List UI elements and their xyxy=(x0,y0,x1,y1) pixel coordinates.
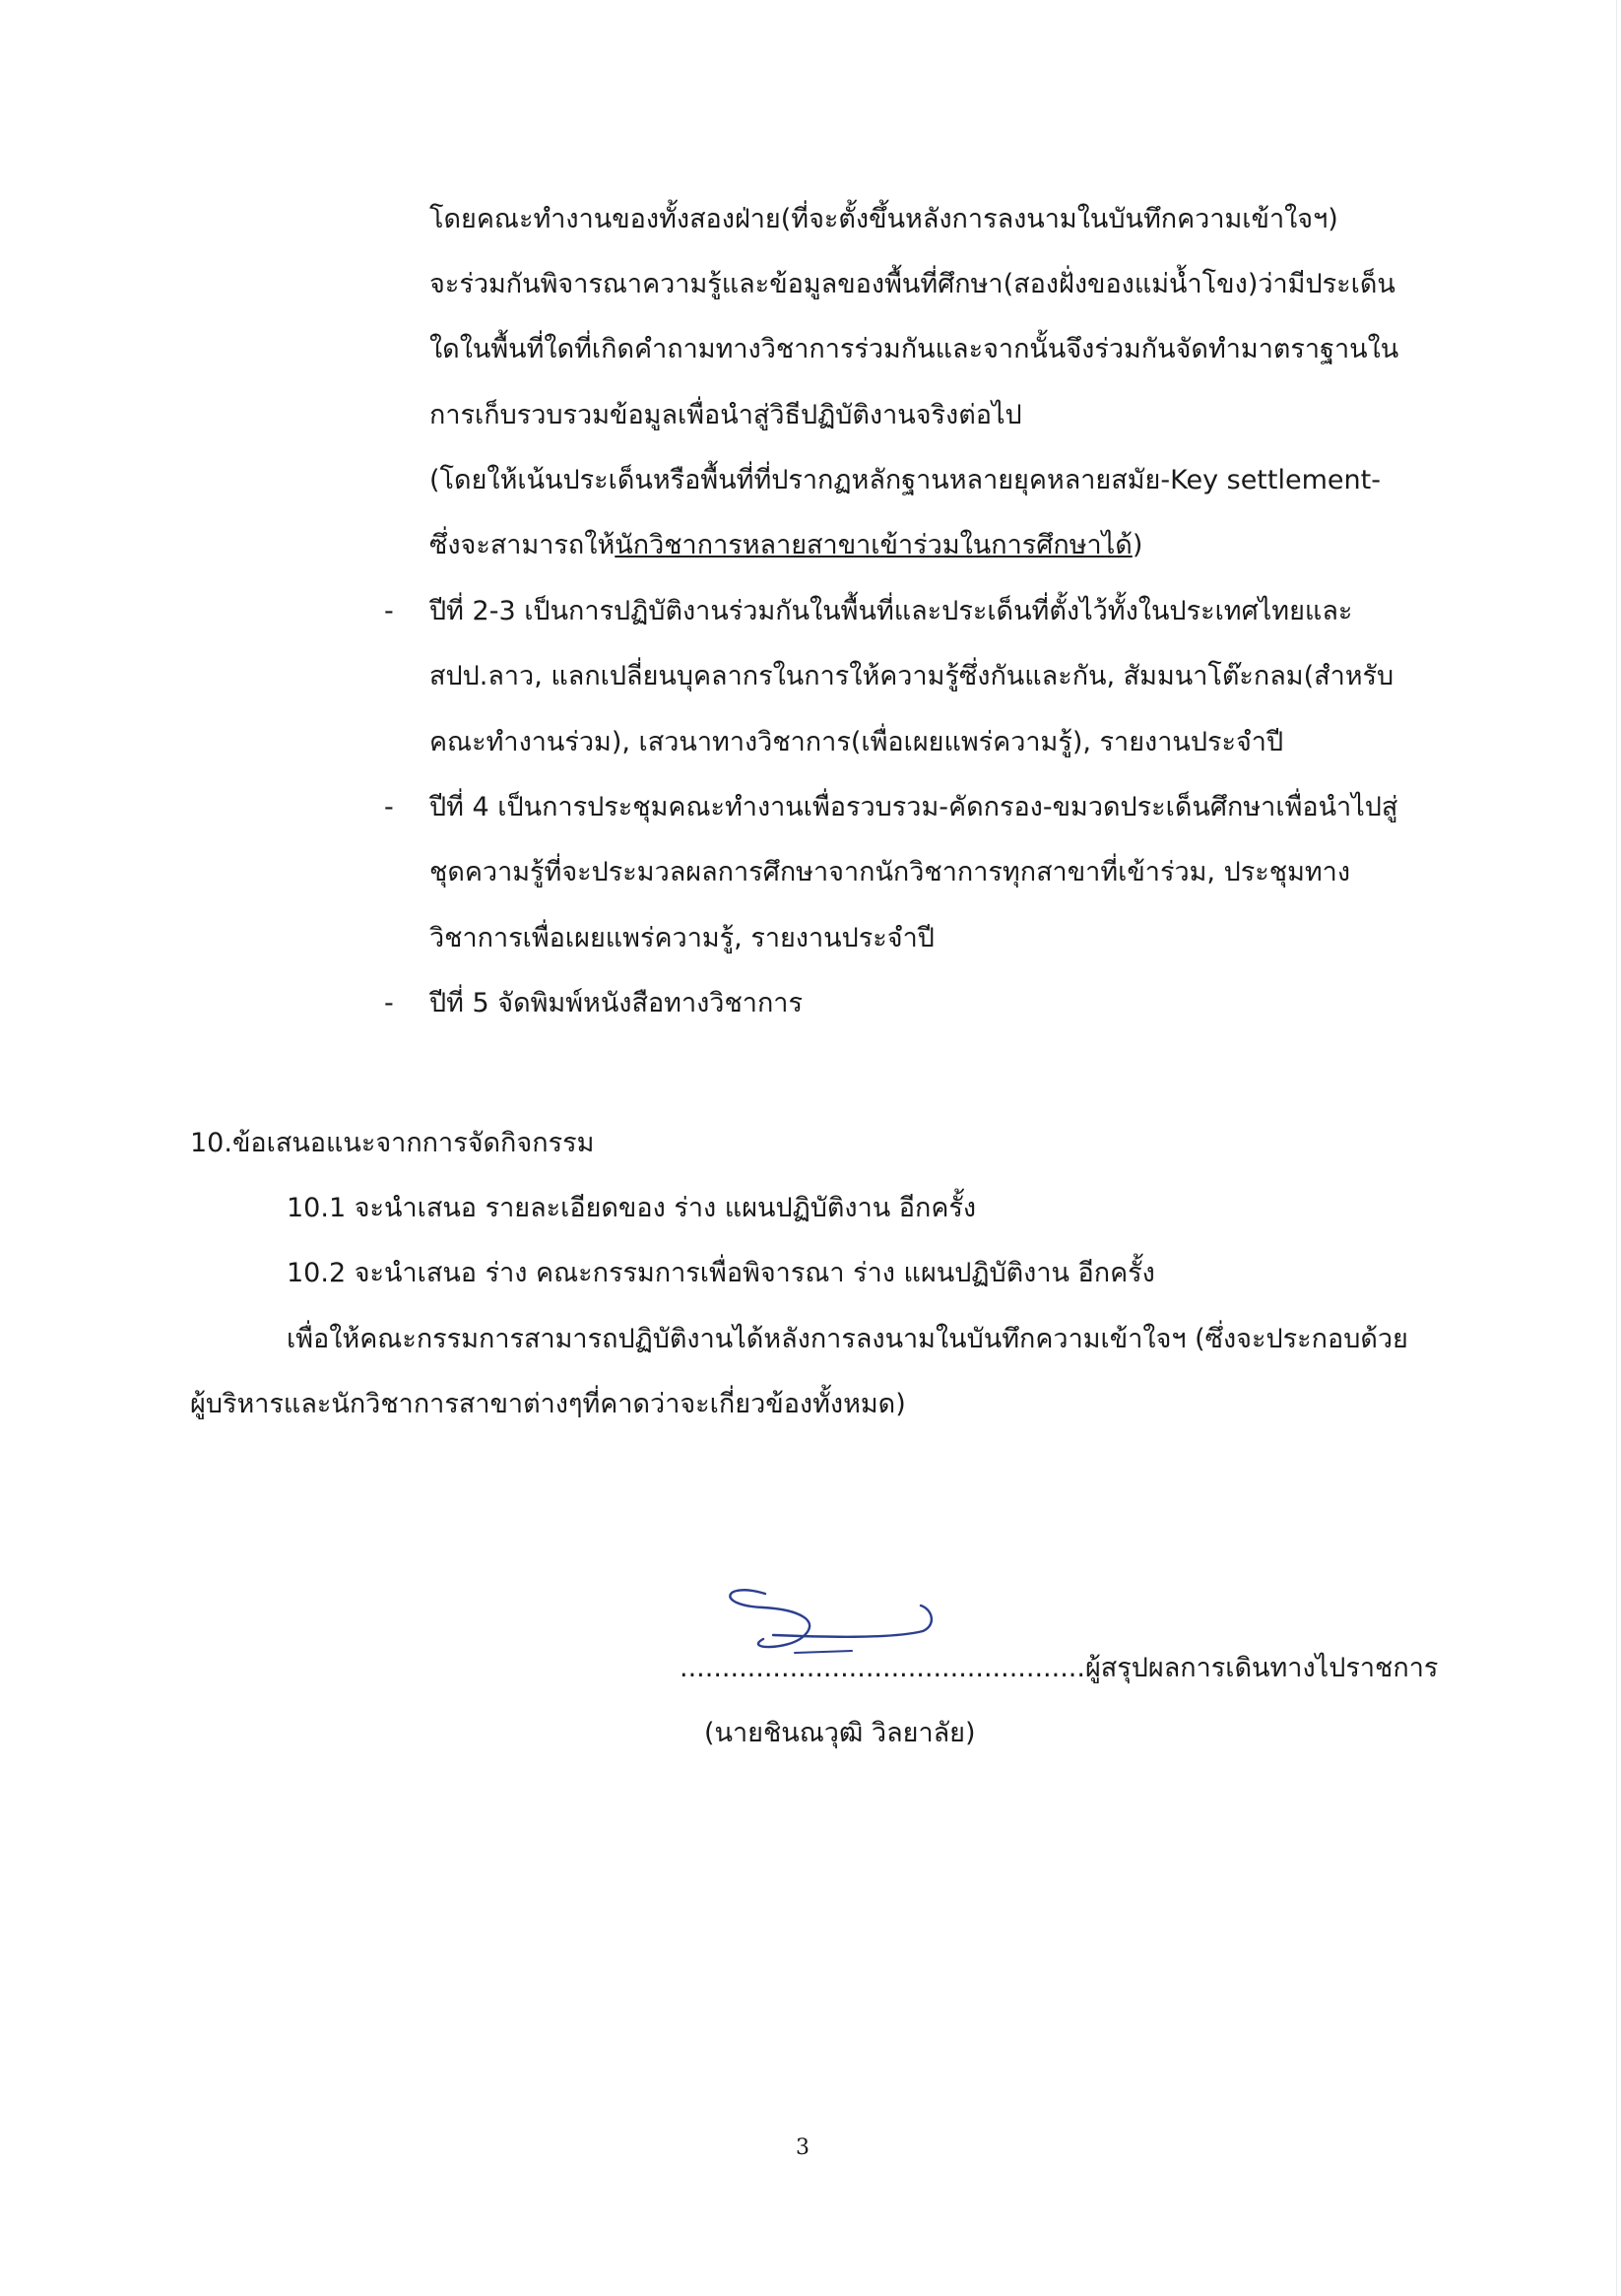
paragraph-line: การเก็บรวบรวมข้อมูลเพื่อนำสู่วิธีปฏิบัติงานจริงต่อไป xyxy=(429,400,1022,430)
list-item-line: ปีที่ 5 จัดพิมพ์หนังสือทางวิชาการ xyxy=(429,988,803,1018)
list-item-line: คณะทำงานร่วม), เสวนาทางวิชาการ(เพื่อเผยแพร่ความรู้), รายงานประจำปี xyxy=(429,727,1284,757)
recommendation-item: 10.1 จะนำเสนอ รายละเอียดของ ร่าง แผนปฏิบัติงาน อีกครั้ง xyxy=(287,1193,977,1223)
paragraph-line xyxy=(429,528,1142,563)
underlined-text: นักวิชาการหลายสาขาเข้าร่วมในการศึกษาได้ xyxy=(615,530,1133,560)
signer-role: ผู้สรุปผลการเดินทางไปราชการ xyxy=(1084,1653,1439,1683)
bullet-dash: - xyxy=(384,596,394,626)
text-span: ซึ่งจะสามารถให้ xyxy=(429,530,616,560)
bullet-dash: - xyxy=(384,988,394,1018)
paragraph-line: โดยคณะทำงานของทั้งสองฝ่าย(ที่จะตั้งขึ้นหลังการลงนามในบันทึกความเข้าใจฯ) xyxy=(429,204,1338,234)
text-span: ) xyxy=(1132,530,1143,560)
list-item-line: ปีที่ 4 เป็นการประชุมคณะทำงานเพื่อรวบรวม-คัดกรอง-ขมวดประเด็นศึกษาเพื่อนำไปสู่ xyxy=(429,792,1398,822)
section-heading: 10.ข้อเสนอแนะจากการจัดกิจกรรม xyxy=(190,1128,595,1158)
list-item-line: ปีที่ 2-3 เป็นการปฏิบัติงานร่วมกันในพื้นที่และประเด็นที่ตั้งไว้ทั้งในประเทศไทยและ xyxy=(429,596,1353,626)
paragraph-line: จะร่วมกันพิจารณาความรู้และข้อมูลของพื้นที่ศึกษา(สองฝั่งของแม่น้ำโขง)ว่ามีประเด็น xyxy=(429,269,1395,299)
bullet-dash: - xyxy=(384,792,394,822)
recommendation-item: 10.2 จะนำเสนอ ร่าง คณะกรรมการเพื่อพิจารณา ร่าง แผนปฏิบัติงาน อีกครั้ง xyxy=(287,1258,1155,1288)
paragraph-line: เพื่อให้คณะกรรมการสามารถปฏิบัติงานได้หลังการลงนามในบันทึกความเข้าใจฯ (ซึ่งจะประกอบด้วย xyxy=(287,1324,1408,1354)
signature-line xyxy=(680,1651,1438,1686)
paragraph-line: ใดในพื้นที่ใดที่เกิดคำถามทางวิชาการร่วมกันและจากนั้นจึงร่วมกันจัดทำมาตราฐานใน xyxy=(429,334,1399,364)
scan-edge xyxy=(1616,0,1617,2296)
signer-name: (นายชินณวุฒิ วิลยาลัย) xyxy=(704,1718,976,1748)
list-item-line: สปป.ลาว, แลกเปลี่ยนบุคลากรในการให้ความรู้ซึ่งกันและกัน, สัมมนาโต๊ะกลม(สำหรับ xyxy=(429,661,1394,691)
paragraph-line: ผู้บริหารและนักวิชาการสาขาต่างๆที่คาดว่าจะเกี่ยวข้องทั้งหมด) xyxy=(190,1389,906,1419)
page-number: 3 xyxy=(796,2135,810,2160)
list-item-line: ชุดความรู้ที่จะประมวลผลการศึกษาจากนักวิชาการทุกสาขาที่เข้าร่วม, ประชุมทาง xyxy=(429,857,1351,887)
paragraph-line: (โดยให้เน้นประเด็นหรือพื้นที่ที่ปรากฏหลักฐานหลายยุคหลายสมัย-Key settlement- xyxy=(429,465,1381,495)
list-item-line: วิชาการเพื่อเผยแพร่ความรู้, รายงานประจำปี xyxy=(429,923,935,953)
signature-dots: ................................................ xyxy=(680,1653,1085,1683)
